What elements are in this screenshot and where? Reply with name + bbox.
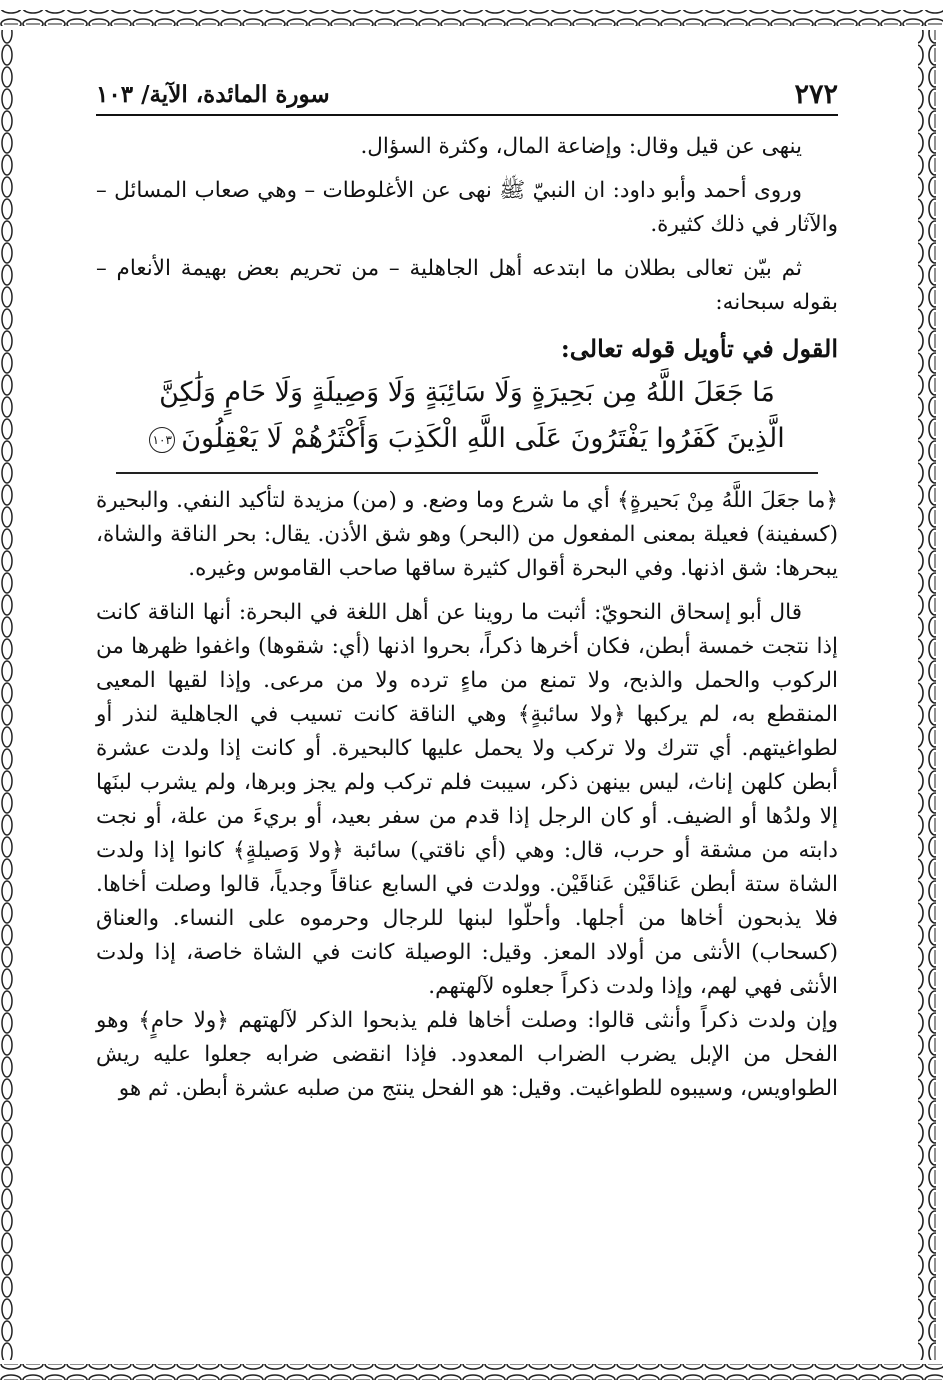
verse-line-1: مَا جَعَلَ اللَّهُ مِن بَحِيرَةٍ وَلَا سَائِبَةٍ وَلَا وَصِيلَةٍ وَلَا حَامٍ وَلَٰكِنَّ [159,377,775,408]
border-chain-top [0,0,943,38]
decorative-border-top [0,0,943,38]
decorative-border-right [908,0,943,1388]
border-chain-bottom [0,1356,943,1388]
quran-verse [116,370,818,474]
decorative-border-bottom [0,1356,943,1388]
verse-line-2-text: الَّذِينَ كَفَرُوا يَفْتَرُونَ عَلَى اللَّهِ الْكَذِبَ وَأَكْثَرُهُمْ لَا يَعْقِلُونَ [181,423,785,454]
paragraph-2: وروى أحمد وأبو داود: ان النبيّ ﷺ نهى عن الأغلوطات – وهي صعاب المسائل – والآثار في ذلك كثيرة. [96,178,838,237]
book-page [96,70,838,1350]
page-header [96,70,838,116]
paragraph-3: ثم بيّن تعالى بطلان ما ابتدعه أهل الجاهلية – من تحريم بعض بهيمة الأنعام – بقوله سبحانه: [96,256,838,315]
tafsir-paragraph-1: ﴿ما جعَلَ اللَّهُ مِنْ بَحيرةٍ﴾ أي ما شرع وما وضع. و (من) مزيدة لتأكيد النفي. والبحيرة (كسفينة) فعيلة بمعنى المفعول من (البحر) وهو شق الأذن. يقال: بحر الناقة والشاة، يبحرها: شق اذنها. وفي البحرة أقوال كثيرة ساقها صاحب القاموس وغيره. [96,488,838,581]
running-head: سورة المائدة، الآية/ ١٠٣ [96,81,330,108]
page-number: ٢٧٢ [794,79,838,110]
border-chain-left [0,0,14,1388]
decorative-border-left [0,0,14,1388]
tafsir-paragraph-2: قال أبو إسحاق النحويّ: أثبت ما روينا عن أهل اللغة في البحرة: أنها الناقة كانت إذا نتجت خمسة أبطن، فكان أخرها ذكراً، بحروا اذنها (أي: شقوها) واغفوا ظهرها من الركوب والحمل والذبح، ولا تمنع من ماءٍ ترده ولا من مرعى. وإذا لقيها المعيى المنقطع به، لم يركبها ﴿ولا سائبةٍ﴾ وهي الناقة كانت تسيب في الجاهلية لنذر أو لطواغيتهم. أي تترك ولا تركب ولا يحمل عليها كالبحيرة. أو كانت إذا ولدت عشرة أبطن كلهن إناث، ليس بينهن ذكر، سيبت فلم تركب ولم يجز وبرها، ولم يشرب لبنَها إلا ولدُها أو الضيف. أو كان الرجل إذا قدم من سفر بعيد، أو بريءَ من علة، أو نجت دابته من مشقة أو حرب، قال: وهي (أي ناقتي) سائبة ﴿ولا وَصيلةٍ﴾ كانوا إذا ولدت الشاة ستة أبطن عَناقَيْن عَناقَيْن. وولدت في السابع عناقاً وجدياً، قالوا وصلت أخاها. فلا يذبحون أخاها من أجلها. وأحلّوا لبنها للرجال وحرموه على النساء. والعناق (كسحاب) الأنثى من أولاد المعز. وقيل: الوصيلة كانت في الشاة خاصة، إذا ولدت الأنثى فهي لهم، وإذا ولدت ذكراً جعلوه لآلهتهم. [96,600,838,999]
border-chain-right [908,0,943,1388]
page-content [96,130,838,1106]
tafsir-paragraph-3: وإن ولدت ذكراً وأنثى قالوا: وصلت أخاها فلم يذبحوا الذكر لآلهتهم ﴿ولا حامٍ﴾ وهو الفحل من الإبل يضرب الضراب المعدود. فإذا انقضى ضرابه جعلوا عليه ريش الطواويس، وسيبوه للطواغيت. وقيل: هو الفحل ينتج من صلبه عشرة أبطن. ثم هو [96,1008,838,1101]
section-heading: القول في تأويل قوله تعالى: [560,334,838,363]
paragraph-1: ينهى عن قيل وقال: وإضاعة المال، وكثرة السؤال. [360,134,802,159]
ayah-number-marker: ١٠٣ [149,427,175,453]
verse-line-2 [116,416,818,462]
